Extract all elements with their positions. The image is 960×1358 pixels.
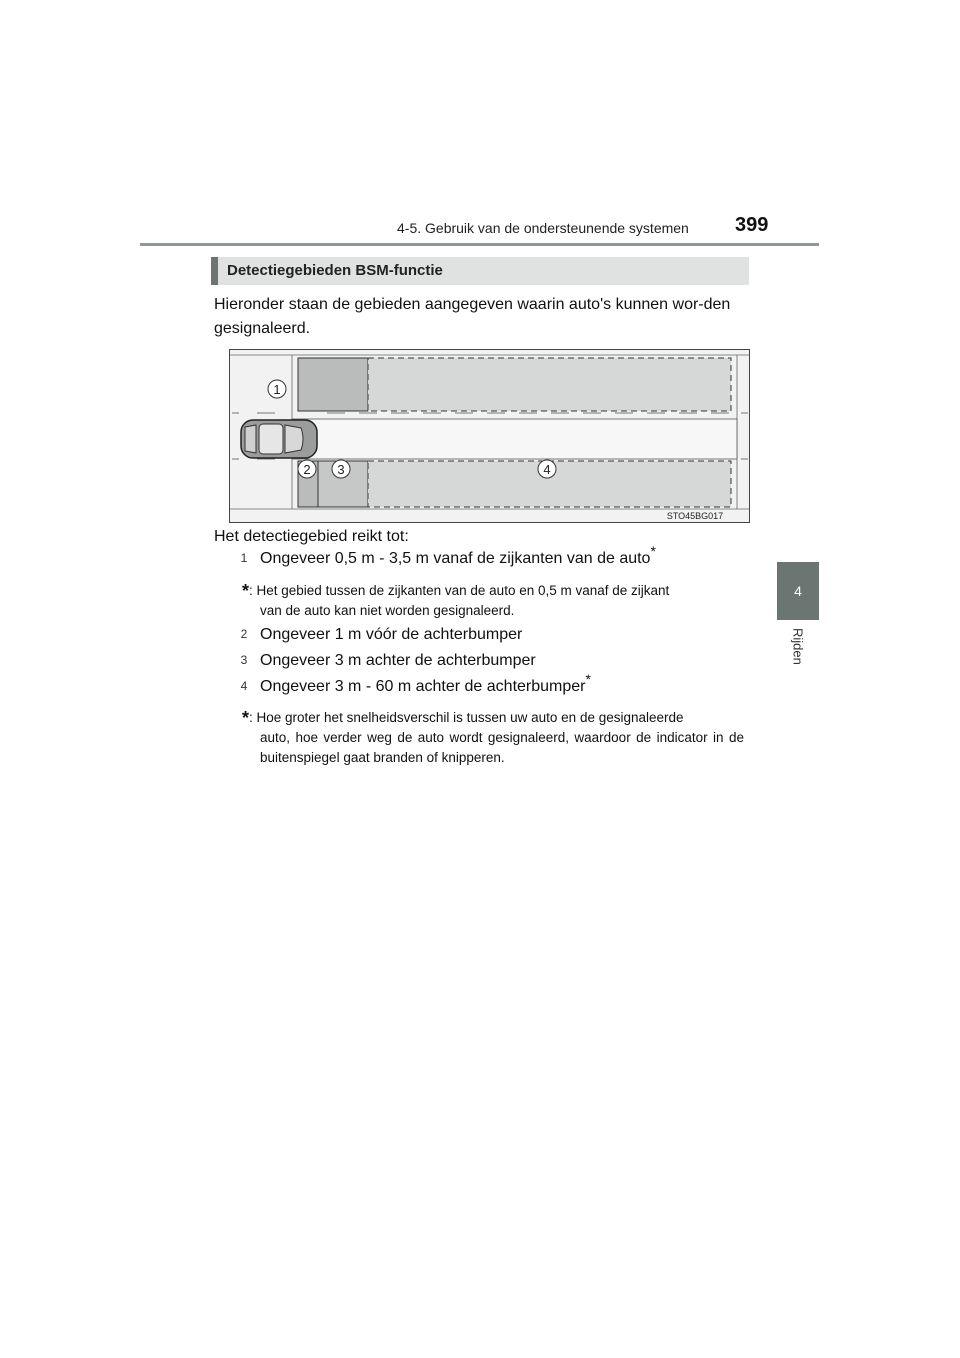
callout-2 [298,460,316,478]
item-1-text: Ongeveer 0,5 m - 3,5 m vanaf de zijkanten van de auto [260,550,651,567]
callout-1 [268,380,286,398]
running-header-section: 4-5. Gebruik van de ondersteunende systemen [397,220,689,236]
note-2-continuation: auto, hoe verder weg de auto wordt gesignaleerd, waardoor de indicator in de buitenspiegel gaat branden of knipperen. [260,730,744,765]
item-1-number-text: 1 [240,551,248,565]
callout-4 [538,460,556,478]
item-4-number [236,678,252,694]
note-2-first: : Hoe groter het snelheidsverschil is tussen uw auto en de gesignaleerde [249,710,684,725]
item-3 [260,652,536,670]
section-heading-bar [211,257,218,285]
item-3-number-text: 3 [240,653,248,667]
item-4-star: * [585,671,591,687]
note-1-first: : Het gebied tussen de zijkanten van de auto en 0,5 m vanaf de zijkant [249,583,670,598]
item-1-star: * [650,543,656,559]
own-lane [292,419,737,459]
intro-paragraph: Hieronder staan de gebieden aangegeven waarin auto's kunnen wor-den gesignaleerd. [214,296,731,337]
note-1 [242,581,744,621]
note-2-star: * [242,708,250,728]
chapter-label [777,628,819,688]
item-2 [260,626,522,644]
chapter-tab [777,562,819,620]
zone-top-near [298,358,368,411]
zone-top-far [368,358,731,411]
note-1-star: * [242,581,250,601]
reach-label: Het detectiegebied reikt tot: [214,528,409,545]
detection-area-diagram [229,349,750,523]
item-2-text: Ongeveer 1 m vóór de achterbumper [260,626,523,643]
item-4 [260,671,591,696]
item-3-number [236,652,252,668]
detection-area-figure [229,349,750,523]
callout-1-label: 1 [273,382,281,397]
callout-3 [332,460,350,478]
callout-3-label: 3 [337,462,345,477]
page-number: 399 [735,214,769,236]
section-heading-title: Detectiegebieden BSM-functie [227,262,443,279]
item-4-text: Ongeveer 3 m - 60 m achter de achterbumper [260,678,586,695]
figure-code: STO45BG017 [666,511,724,521]
car-top-view-icon [241,420,317,458]
item-4-number-text: 4 [240,679,248,693]
item-2-number [236,626,252,642]
callout-2-label: 2 [303,462,311,477]
section-heading [211,257,749,285]
header-rule [140,243,819,246]
note-1-continuation: van de auto kan niet worden gesignaleerd. [260,603,515,618]
item-1-number [236,550,252,566]
item-3-text: Ongeveer 3 m achter de achterbumper [260,652,536,669]
note-2 [242,708,744,768]
chapter-label-text: Rijden [790,628,806,665]
chapter-number: 4 [794,583,802,599]
callout-4-label: 4 [543,462,551,477]
item-1 [260,543,656,568]
item-2-number-text: 2 [240,627,248,641]
